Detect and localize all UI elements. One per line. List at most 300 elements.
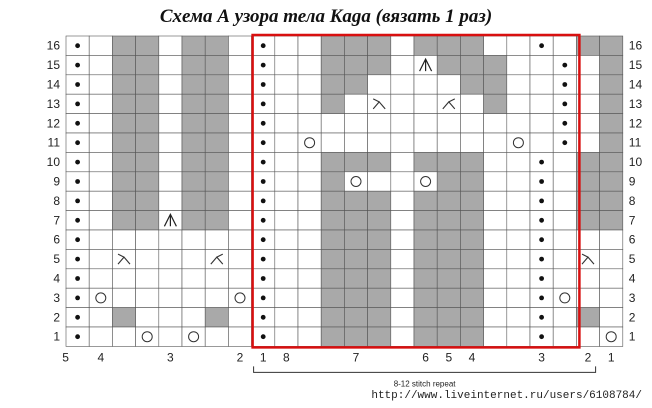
chart-cell [182, 327, 205, 346]
chart-cell [600, 249, 623, 268]
chart-cell [344, 230, 367, 249]
chart-cell [600, 230, 623, 249]
chart-cell [484, 172, 507, 191]
row-label-left: 9 [53, 174, 60, 189]
chart-cell [275, 191, 298, 210]
knit-dot [261, 218, 266, 223]
chart-cell [344, 308, 367, 327]
chart-cell [600, 327, 623, 346]
chart-cell [275, 75, 298, 94]
chart-cell [228, 269, 251, 288]
chart-cell [391, 308, 414, 327]
chart-cell [414, 191, 437, 210]
chart-cell [344, 75, 367, 94]
knit-dot [539, 237, 544, 242]
chart-cell [460, 308, 483, 327]
chart-cell [507, 94, 530, 113]
chart-cell [321, 308, 344, 327]
chart-cell [414, 133, 437, 152]
chart-cell [89, 114, 112, 133]
chart-cell [368, 75, 391, 94]
chart-cell [275, 230, 298, 249]
chart-cell [182, 152, 205, 171]
chart-cell [298, 152, 321, 171]
chart-cell [414, 288, 437, 307]
chart-cell [89, 269, 112, 288]
chart-cell [368, 133, 391, 152]
chart-cell [368, 249, 391, 268]
chart-cell [321, 327, 344, 346]
chart-cell [460, 172, 483, 191]
row-label-left: 16 [46, 38, 60, 53]
chart-cell [228, 191, 251, 210]
chart-cell [368, 308, 391, 327]
row-label-left: 14 [46, 77, 60, 92]
chart-cell [553, 152, 576, 171]
knit-dot [261, 237, 266, 242]
chart-cell [228, 114, 251, 133]
chart-cell [600, 55, 623, 74]
knit-dot [261, 276, 266, 281]
row-label-left: 2 [53, 310, 60, 325]
chart-cell [136, 75, 159, 94]
knit-dot [75, 140, 80, 145]
chart-cell [275, 172, 298, 191]
chart-cell [437, 36, 460, 55]
chart-cell [298, 114, 321, 133]
knit-dot [75, 179, 80, 184]
chart-cell [159, 172, 182, 191]
row-label-right: 12 [628, 116, 643, 131]
chart-cell [484, 211, 507, 230]
chart-cell [553, 230, 576, 249]
chart-cell [228, 94, 251, 113]
chart-cell [112, 249, 135, 268]
chart-cell [228, 288, 251, 307]
knit-dot [75, 102, 80, 107]
chart-cell [205, 75, 228, 94]
chart-cell [600, 288, 623, 307]
repeat-bracket [254, 366, 596, 372]
chart-cell [298, 172, 321, 191]
row-label-left: 5 [53, 252, 60, 267]
chart-cell [89, 191, 112, 210]
chart-cell [437, 327, 460, 346]
chart-cell [507, 75, 530, 94]
chart-cell [368, 36, 391, 55]
chart-cell [484, 249, 507, 268]
chart-cell [344, 36, 367, 55]
chart-cell [321, 230, 344, 249]
row-label-right: 9 [628, 174, 636, 189]
chart-cell [89, 288, 112, 307]
chart-cell [530, 133, 553, 152]
chart-cell [182, 191, 205, 210]
chart-cell [205, 249, 228, 268]
chart-cell [391, 133, 414, 152]
knit-dot [261, 43, 266, 48]
chart-cell [553, 327, 576, 346]
chart-cell [89, 230, 112, 249]
chart-cell [89, 94, 112, 113]
knit-dot [75, 43, 80, 48]
knit-dot [75, 276, 80, 281]
chart-cell [437, 230, 460, 249]
knit-dot [75, 63, 80, 68]
chart-cell [414, 230, 437, 249]
chart-cell [437, 152, 460, 171]
chart-cell [182, 249, 205, 268]
chart-cell [344, 152, 367, 171]
chart-cell [136, 288, 159, 307]
row-label-left: 12 [46, 116, 60, 131]
chart-cell [321, 211, 344, 230]
column-label: 1 [607, 350, 615, 365]
row-label-right: 14 [628, 77, 643, 92]
chart-cell [112, 191, 135, 210]
chart-cell [507, 55, 530, 74]
chart-cell [136, 172, 159, 191]
chart-cell [89, 55, 112, 74]
column-label: 5 [62, 350, 69, 365]
chart-cell [344, 114, 367, 133]
chart-cell [205, 36, 228, 55]
chart-cell [112, 308, 135, 327]
chart-cell [437, 308, 460, 327]
chart-cell [205, 133, 228, 152]
row-label-left: 6 [53, 232, 60, 247]
chart-cell [321, 114, 344, 133]
chart-cell [321, 133, 344, 152]
chart-cell [275, 36, 298, 55]
chart-cell [391, 211, 414, 230]
chart-cell [391, 36, 414, 55]
chart-cell [205, 327, 228, 346]
knit-dot [261, 315, 266, 320]
column-label: 7 [352, 350, 360, 365]
chart-cell [600, 133, 623, 152]
chart-cell [553, 211, 576, 230]
chart-cell [344, 191, 367, 210]
row-label-left: 7 [53, 213, 60, 228]
chart-cell [228, 75, 251, 94]
chart-cell [368, 172, 391, 191]
chart-cell [460, 133, 483, 152]
chart-cell [460, 114, 483, 133]
chart-cell [298, 249, 321, 268]
chart-cell [437, 211, 460, 230]
chart-cell [484, 133, 507, 152]
chart-cell [437, 249, 460, 268]
row-label-right: 4 [628, 271, 636, 286]
chart-cell [159, 94, 182, 113]
chart-cell [437, 75, 460, 94]
chart-cell [159, 230, 182, 249]
chart-cell [298, 36, 321, 55]
chart-cell [460, 269, 483, 288]
chart-cell [275, 211, 298, 230]
chart-cell [205, 114, 228, 133]
chart-cell [484, 36, 507, 55]
chart-cell [298, 327, 321, 346]
chart-cell [391, 114, 414, 133]
chart-cell [112, 133, 135, 152]
chart-cell [391, 327, 414, 346]
chart-cell [391, 94, 414, 113]
chart-cell [275, 152, 298, 171]
knit-dot [539, 218, 544, 223]
chart-cell [182, 36, 205, 55]
chart-cell [368, 191, 391, 210]
chart-cell [391, 75, 414, 94]
repeat-label: 8-12 stitch repeat [393, 379, 456, 389]
chart-cell [507, 133, 530, 152]
knit-dot [261, 160, 266, 165]
chart-cell [460, 55, 483, 74]
chart-cell [507, 114, 530, 133]
chart-cell [460, 327, 483, 346]
chart-cell [89, 308, 112, 327]
chart-cell [391, 152, 414, 171]
chart-cell [321, 55, 344, 74]
row-label-right: 16 [628, 38, 643, 53]
chart-cell [136, 230, 159, 249]
chart-cell [484, 191, 507, 210]
chart-cell [484, 230, 507, 249]
knit-dot [75, 315, 80, 320]
chart-cell [112, 211, 135, 230]
row-label-left: 11 [47, 135, 60, 150]
chart-cell [600, 172, 623, 191]
knit-dot [261, 257, 266, 262]
chart-cell [182, 269, 205, 288]
chart-cell [159, 308, 182, 327]
chart-cell [112, 75, 135, 94]
chart-cell [182, 211, 205, 230]
chart-cell [460, 211, 483, 230]
knit-dot [75, 257, 80, 262]
knit-dot [75, 82, 80, 87]
row-label-left: 13 [46, 96, 60, 111]
knit-dot [75, 334, 80, 339]
chart-cell [159, 249, 182, 268]
knit-dot [261, 334, 266, 339]
column-label: 4 [468, 350, 476, 365]
chart-cell [600, 269, 623, 288]
chart-cell [553, 191, 576, 210]
chart-cell [368, 55, 391, 74]
chart-cell [530, 55, 553, 74]
chart-cell [553, 172, 576, 191]
chart-cell [507, 249, 530, 268]
chart-cell [182, 172, 205, 191]
chart-cell [275, 308, 298, 327]
chart-cell [321, 269, 344, 288]
chart-cell [484, 55, 507, 74]
chart-cell [136, 249, 159, 268]
chart-cell [321, 288, 344, 307]
chart-cell [321, 94, 344, 113]
chart-cell [344, 269, 367, 288]
chart-cell [228, 230, 251, 249]
chart-cell [460, 288, 483, 307]
chart-cell [460, 94, 483, 113]
chart-cell [159, 55, 182, 74]
knit-dot [261, 199, 266, 204]
chart-cell [414, 269, 437, 288]
column-label: 3 [167, 350, 174, 365]
chart-cell [600, 114, 623, 133]
chart-cell [460, 249, 483, 268]
chart-cell [553, 308, 576, 327]
chart-cell [368, 114, 391, 133]
chart-cell [136, 327, 159, 346]
chart-cell [530, 94, 553, 113]
chart-cell [136, 36, 159, 55]
chart-cell [321, 152, 344, 171]
chart-cell [368, 230, 391, 249]
chart-cell [89, 249, 112, 268]
chart-cell [507, 288, 530, 307]
chart-cell [136, 114, 159, 133]
chart-cell [89, 327, 112, 346]
chart-cell [298, 191, 321, 210]
chart-cell [321, 75, 344, 94]
chart-cell [136, 152, 159, 171]
chart-cell [159, 327, 182, 346]
chart-cell [275, 327, 298, 346]
chart-cell [344, 288, 367, 307]
chart-cell [437, 191, 460, 210]
chart-cell [414, 308, 437, 327]
chart-cell [344, 133, 367, 152]
chart-cell [182, 133, 205, 152]
chart-cell [298, 75, 321, 94]
chart-cell [275, 55, 298, 74]
chart-cell [460, 36, 483, 55]
column-label: 2 [236, 350, 244, 365]
chart-title: Схема А узора тела Kaga (вязать 1 раз) [159, 6, 493, 27]
chart-cell [136, 191, 159, 210]
knit-dot [75, 160, 80, 165]
row-label-right: 5 [628, 252, 636, 267]
chart-cell [159, 152, 182, 171]
knit-dot [539, 160, 544, 165]
chart-cell [228, 55, 251, 74]
chart-cell [507, 308, 530, 327]
chart-cell [182, 94, 205, 113]
knit-dot [75, 121, 80, 126]
row-label-left: 3 [53, 290, 60, 305]
chart-cell [205, 172, 228, 191]
chart-cell [112, 55, 135, 74]
chart-cell [437, 288, 460, 307]
chart-cell [89, 36, 112, 55]
chart-cell [437, 114, 460, 133]
knit-dot [539, 257, 544, 262]
chart-cell [437, 269, 460, 288]
chart-cell [159, 36, 182, 55]
chart-cell [460, 152, 483, 171]
chart-cell [368, 94, 391, 113]
chart-cell [275, 133, 298, 152]
chart-cell [437, 55, 460, 74]
row-label-right: 11 [628, 135, 642, 150]
chart-cell [344, 249, 367, 268]
chart-cell [182, 230, 205, 249]
chart-cell [391, 191, 414, 210]
chart-cell [414, 211, 437, 230]
knit-dot [261, 121, 266, 126]
knit-dot [261, 179, 266, 184]
chart-cell [368, 152, 391, 171]
column-label: 8 [283, 350, 290, 365]
knit-dot [261, 82, 266, 87]
chart-cell [89, 211, 112, 230]
chart-cell [159, 133, 182, 152]
chart-cell [228, 249, 251, 268]
chart-cell [437, 172, 460, 191]
knit-dot [562, 140, 567, 145]
chart-cell [553, 36, 576, 55]
knit-dot [539, 315, 544, 320]
chart-cell [414, 172, 437, 191]
row-label-left: 10 [46, 155, 60, 170]
chart-cell [414, 75, 437, 94]
knit-dot [75, 237, 80, 242]
row-label-right: 10 [628, 155, 643, 170]
row-label-right: 3 [628, 290, 636, 305]
row-label-right: 7 [628, 213, 636, 228]
chart-cell [507, 191, 530, 210]
row-label-left: 15 [46, 58, 60, 73]
row-label-right: 13 [628, 96, 643, 111]
chart-cell [553, 269, 576, 288]
chart-cell [298, 308, 321, 327]
knit-dot [261, 296, 266, 301]
chart-cell [89, 152, 112, 171]
chart-cell [391, 288, 414, 307]
chart-cell [484, 308, 507, 327]
chart-cell [298, 288, 321, 307]
chart-cell [112, 327, 135, 346]
chart-cell [391, 172, 414, 191]
chart-cell [368, 211, 391, 230]
chart-cell [368, 288, 391, 307]
chart-cell [600, 308, 623, 327]
chart-cell [275, 94, 298, 113]
chart-cell [391, 230, 414, 249]
chart-cell [368, 269, 391, 288]
knit-dot [539, 276, 544, 281]
chart-cell [437, 133, 460, 152]
chart-cell [205, 55, 228, 74]
chart-cell [205, 152, 228, 171]
knit-dot [261, 140, 266, 145]
chart-cell [298, 133, 321, 152]
chart-cell [507, 269, 530, 288]
chart-cell [112, 152, 135, 171]
chart-cell [182, 308, 205, 327]
chart-cell [460, 75, 483, 94]
knit-dot [562, 63, 567, 68]
chart-cell [112, 172, 135, 191]
chart-cell [182, 75, 205, 94]
chart-cell [89, 75, 112, 94]
chart-cell [205, 288, 228, 307]
knit-dot [75, 296, 80, 301]
chart-cell [530, 75, 553, 94]
